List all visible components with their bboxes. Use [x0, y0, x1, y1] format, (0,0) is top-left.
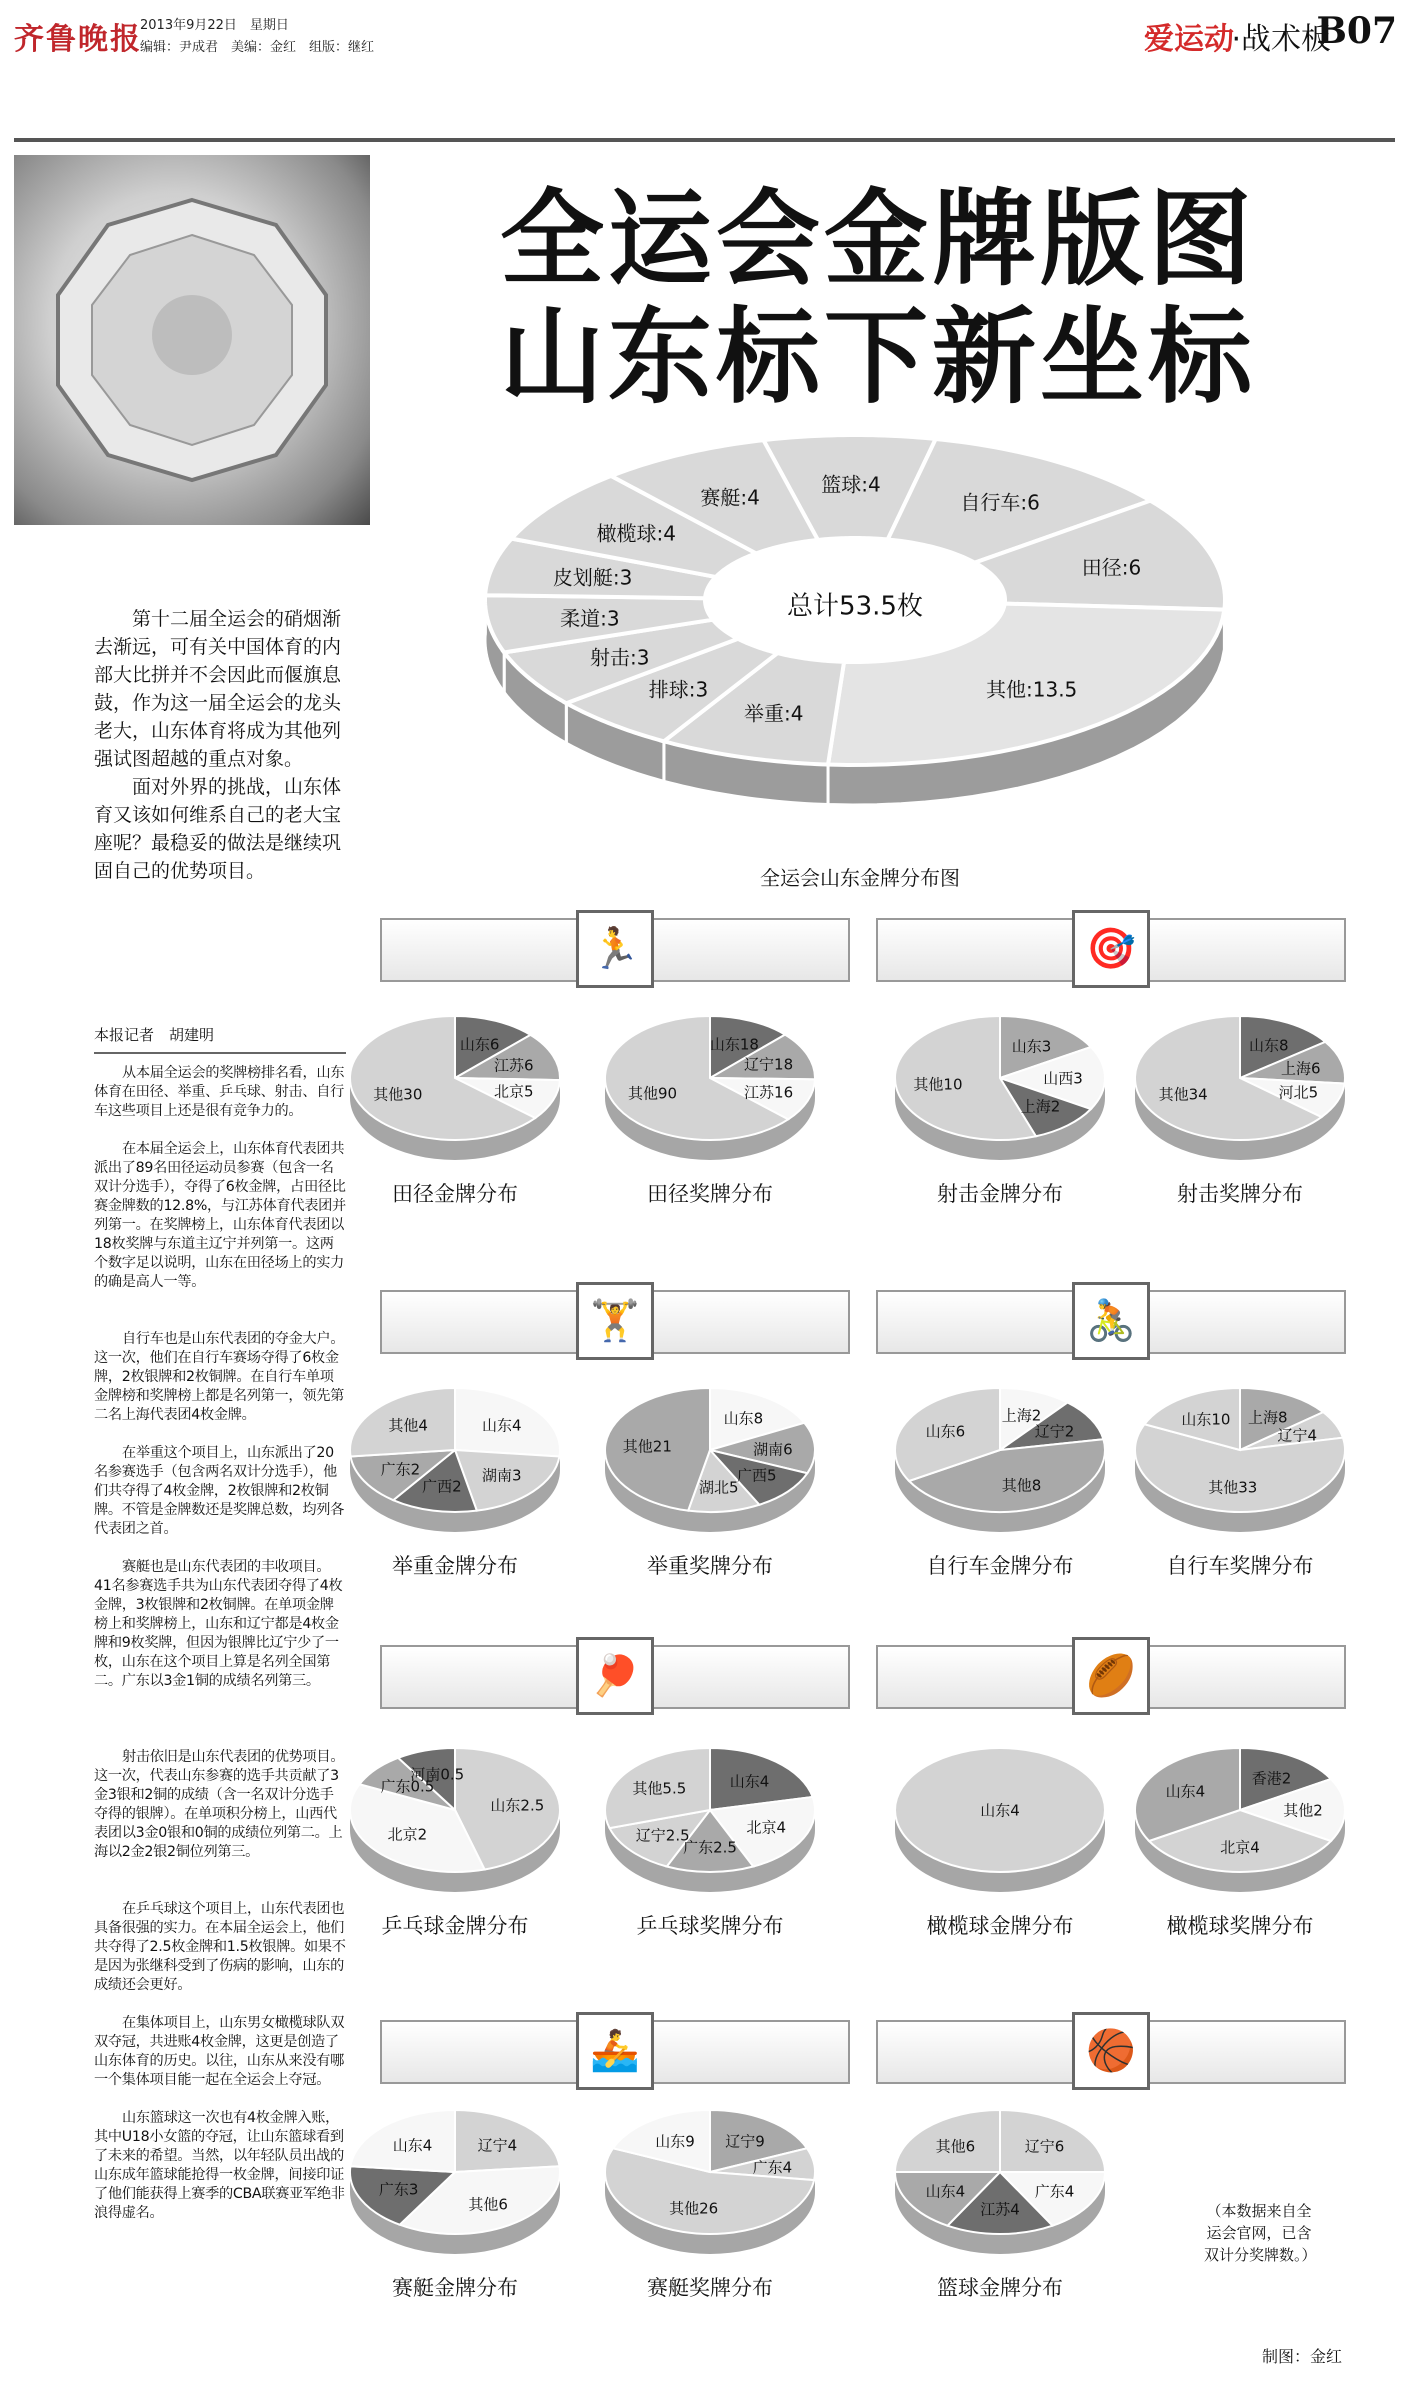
pie-11-label-1: 其他2 [1283, 1801, 1323, 1820]
pie-3-label-0: 山东8 [1248, 1036, 1289, 1055]
donut-slice-label-6: 射击:3 [590, 645, 650, 670]
hurdles-icon-box [576, 910, 654, 988]
pie-8-label-3: 河南0.5 [410, 1765, 465, 1784]
pie-9-label-4: 其他5.5 [632, 1779, 687, 1798]
table-tennis-icon: 🏓 [590, 1653, 640, 1699]
pie-9-label-0: 山东4 [729, 1772, 770, 1791]
pie-3-label-2: 河北5 [1278, 1083, 1319, 1102]
header-date: 2013年9月22日 星期日 [140, 18, 289, 33]
pie-chart-title-2: 射击金牌分布 [937, 1182, 1063, 1206]
pie-chart-6 [880, 1378, 1120, 1548]
pie-14-label-1: 广东4 [1034, 2182, 1075, 2201]
pie-2-label-3: 其他10 [913, 1075, 963, 1094]
body-paragraph-9: 山东篮球这一次也有4枚金牌入账，其中U18小女篮的夺冠，让山东篮球看到了未来的希望。当然，以年轻队员出战的山东成年篮球能抢得一枚金牌，间接印证了他们能获得上赛季的CBA联赛亚军绝非浪得虚名。 [94, 2110, 345, 2221]
pie-chart-1 [590, 1006, 830, 1176]
pie-chart-title-14: 篮球金牌分布 [937, 2276, 1063, 2300]
donut-labels [470, 420, 1240, 860]
pie-0-label-3: 其他30 [373, 1085, 423, 1104]
donut-center-label: 总计53.5枚 [787, 591, 923, 622]
body-paragraph-1: 从本届全运会的奖牌榜排名看，山东体育在田径、举重、乒乓球、射击、自行车这些项目上还是很有竞争力的。 [94, 1065, 345, 1119]
pie-5-label-0: 山东8 [723, 1409, 764, 1428]
byline-rule [94, 1052, 346, 1054]
graphic-credit: 制图：金红 [1262, 2347, 1343, 2366]
pie-4-label-2: 广西2 [422, 1477, 462, 1496]
body-paragraph-8: 在集体项目上，山东男女橄榄球队双双夺冠，共进账4枚金牌，这更是创造了山东体育的历史。以往，山东从来没有哪一个集体项目能一起在全运会上夺冠。 [94, 2015, 345, 2088]
weightlifting-icon-box [576, 1282, 654, 1360]
pie-chart-10 [880, 1738, 1120, 1908]
pie-chart-14 [880, 2100, 1120, 2270]
donut-slice-label-8: 皮划艇:3 [552, 565, 633, 590]
donut-slice-label-10: 赛艇:4 [700, 485, 760, 510]
pie-chart-7 [1120, 1378, 1360, 1548]
pie-12-label-0: 辽宁4 [477, 2136, 518, 2154]
rugby-icon: 🏉 [1086, 1653, 1136, 1699]
rowing-icon-box [576, 2012, 654, 2090]
headline-line-1: 全运会金牌版图 [500, 178, 1257, 300]
body-paragraph-5: 赛艇也是山东代表团的丰收项目。41名参赛选手共为山东代表团夺得了4枚金牌，3枚银牌和2枚铜牌。在单项金牌榜上和奖牌榜上，山东和辽宁都是4枚金牌和9枚奖牌，但因为银牌比辽宁少了一枚，山东在这个项目上算是名列全国第二。广东以3金1铜的成绩名列第三。 [94, 1559, 343, 1689]
table-tennis-icon-box [576, 1637, 654, 1715]
masthead-logo: 齐鲁晚报 [14, 22, 142, 57]
pie-2-label-0: 山东3 [1011, 1037, 1052, 1056]
pie-7-label-1: 辽宁4 [1277, 1426, 1318, 1445]
lead-paragraph-1: 第十二届全运会的硝烟渐去渐远，可有关中国体育的内部大比拼并不会因此而偃旗息鼓，作为这一届全运会的龙头老大，山东体育将成为其他列强试图超越的重点对象。 [94, 608, 342, 770]
header-rule [14, 138, 1395, 142]
pie-8-label-1: 北京2 [387, 1825, 428, 1844]
body-paragraph-3: 自行车也是山东代表团的夺金大户。这一次，他们在自行车赛场夺得了6枚金牌，2枚银牌和2枚铜牌。在自行车单项金牌榜和奖牌榜上都是名列第一，领先第二名上海代表团4枚金牌。 [94, 1331, 345, 1423]
pie-13-label-2: 其他26 [669, 2199, 719, 2218]
pie-8-label-0: 山东2.5 [490, 1796, 545, 1815]
pie-6-label-3: 山东6 [925, 1422, 966, 1441]
pie-12-label-2: 广东3 [378, 2180, 419, 2199]
pie-chart-title-1: 田径奖牌分布 [647, 1182, 773, 1206]
lead-paragraph-2: 面对外界的挑战，山东体育又该如何维系自己的老大宝座呢？最稳妥的做法是继续巩固自己的优势项目。 [94, 776, 342, 882]
hurdles-icon: 🏃 [590, 926, 640, 972]
pie-12-label-1: 其他6 [468, 2195, 508, 2214]
pie-chart-0 [335, 1006, 575, 1176]
pie-chart-11 [1120, 1738, 1360, 1908]
pie-1-label-0: 山东18 [709, 1035, 759, 1054]
basketball-icon-box [1072, 2012, 1150, 2090]
pie-9-label-2: 广东2.5 [683, 1838, 737, 1857]
pie-chart-title-9: 乒乓球奖牌分布 [636, 1914, 784, 1938]
pie-0-label-0: 山东6 [459, 1035, 500, 1054]
pie-chart-title-10: 橄榄球金牌分布 [926, 1914, 1074, 1938]
body-paragraph-7: 在乒乓球这个项目上，山东代表团也具备很强的实力。在本届全运会上，他们共夺得了2.5枚金牌和1.5枚银牌。如果不是因为张继科受到了伤病的影响，山东的成绩还会更好。 [94, 1901, 346, 1993]
pie-4-label-0: 山东4 [482, 1416, 522, 1435]
pie-11-label-3: 山东4 [1165, 1782, 1206, 1801]
pie-0-label-2: 北京5 [494, 1082, 534, 1101]
pie-1-label-2: 江苏16 [744, 1083, 794, 1102]
donut-slice-label-4: 举重:4 [744, 701, 804, 726]
pie-1-label-1: 辽宁18 [744, 1055, 794, 1074]
pie-3-label-3: 其他34 [1158, 1085, 1208, 1104]
donut-slice-label-2: 田径:6 [1081, 555, 1142, 580]
pie-chart-9 [590, 1738, 830, 1908]
rowing-icon: 🚣 [590, 2028, 640, 2074]
pie-chart-title-13: 赛艇奖牌分布 [647, 2276, 773, 2300]
donut-slice-label-5: 排球:3 [648, 677, 709, 702]
cycling-icon-box [1072, 1282, 1150, 1360]
pie-chart-title-5: 举重奖牌分布 [647, 1554, 773, 1578]
pie-9-label-1: 北京4 [746, 1818, 787, 1837]
pie-7-label-0: 上海8 [1248, 1408, 1288, 1427]
pie-6-label-1: 辽宁2 [1034, 1422, 1075, 1441]
donut-slice-label-0: 篮球:4 [821, 472, 881, 496]
section-subtitle: ·战术板 [1231, 22, 1331, 57]
pie-2-label-2: 上海2 [1020, 1097, 1061, 1116]
pie-9-label-3: 辽宁2.5 [635, 1826, 690, 1845]
pie-chart-13 [590, 2100, 830, 2270]
pie-14-label-0: 辽宁6 [1024, 2137, 1065, 2156]
headline-line-2: 山东标下新坐标 [500, 296, 1257, 418]
rugby-icon-box [1072, 1637, 1150, 1715]
pie-chart-title-6: 自行车金牌分布 [926, 1554, 1074, 1578]
medal-drawing [14, 155, 370, 525]
pie-chart-5 [590, 1378, 830, 1548]
donut-slice-label-3: 其他:13.5 [986, 677, 1078, 702]
pie-13-label-0: 辽宁9 [725, 2132, 765, 2151]
pie-12-label-3: 山东4 [392, 2136, 433, 2154]
pie-11-label-2: 北京4 [1220, 1838, 1260, 1857]
pie-7-label-2: 其他33 [1208, 1478, 1258, 1497]
pie-10-label-0: 山东4 [980, 1801, 1020, 1820]
pie-13-label-1: 广东4 [752, 2158, 793, 2177]
pie-chart-12 [335, 2100, 575, 2270]
pie-5-label-3: 湖北5 [698, 1478, 739, 1497]
basketball-icon: 🏀 [1086, 2028, 1136, 2074]
body-paragraph-4: 在举重这个项目上，山东派出了20名参赛选手（包含两名双计分选手），他们共夺得了4枚金牌，2枚银牌和2枚铜牌。不管是金牌数还是奖牌总数，均列各代表团之首。 [94, 1445, 344, 1537]
section-name: 爱运动 [1144, 22, 1234, 57]
medal-photo [14, 155, 370, 525]
donut-slice-label-7: 柔道:3 [560, 606, 620, 631]
donut-slice-label-9: 橄榄球:4 [596, 521, 676, 546]
pie-6-label-2: 其他8 [1001, 1476, 1042, 1495]
pie-6-label-0: 上海2 [1001, 1406, 1042, 1425]
pie-chart-4 [335, 1378, 575, 1548]
pie-1-label-3: 其他90 [627, 1084, 678, 1103]
headline [500, 180, 1256, 416]
pie-chart-3 [1120, 1006, 1360, 1176]
pie-3-label-1: 上海6 [1280, 1059, 1321, 1078]
pie-chart-title-8: 乒乓球金牌分布 [381, 1914, 529, 1938]
pie-13-label-3: 山东9 [655, 2132, 695, 2151]
data-source-note: （本数据来自全运会官网，已含双计分奖牌数。） [1204, 2202, 1317, 2264]
pie-chart-title-4: 举重金牌分布 [392, 1554, 518, 1578]
pie-14-label-3: 山东4 [925, 2182, 966, 2201]
donut-slice-label-1: 自行车:6 [960, 490, 1040, 515]
cycling-icon: 🚴 [1086, 1298, 1136, 1344]
pie-11-label-0: 香港2 [1251, 1769, 1292, 1788]
pie-chart-title-11: 橄榄球奖牌分布 [1166, 1914, 1314, 1938]
weightlifting-icon: 🏋 [590, 1298, 640, 1344]
pie-7-label-3: 山东10 [1181, 1410, 1231, 1429]
pie-4-label-3: 广东2 [380, 1460, 421, 1479]
body-paragraph-6: 射击依旧是山东代表团的优势项目。这一次，代表山东参赛的选手共贡献了3金3银和2铜的成绩（含一名双计分选手夺得的银牌）。在单项积分榜上，山西代表团以3金0银和0铜的成绩位列第二。上海以2金2银2铜位列第三。 [94, 1749, 345, 1860]
byline: 本报记者 胡建明 [94, 1026, 215, 1044]
pie-14-label-4: 其他6 [935, 2137, 976, 2156]
pie-8-label-2: 广东0.5 [380, 1777, 435, 1796]
pie-chart-title-12: 赛艇金牌分布 [392, 2276, 518, 2300]
donut-chart-title: 全运会山东金牌分布图 [760, 866, 960, 890]
pie-2-label-1: 山西3 [1043, 1069, 1083, 1088]
shooting-icon-box [1072, 910, 1150, 988]
pie-5-label-4: 其他21 [622, 1437, 672, 1456]
pie-14-label-2: 江苏4 [980, 2200, 1020, 2219]
pie-4-label-1: 湖南3 [482, 1466, 522, 1485]
pie-5-label-2: 广西5 [737, 1466, 777, 1485]
pie-chart-title-3: 射击奖牌分布 [1177, 1182, 1303, 1206]
page-number: B07 [1316, 10, 1397, 52]
pie-4-label-4: 其他4 [388, 1416, 428, 1435]
pie-0-label-1: 江苏6 [494, 1056, 534, 1075]
pie-chart-title-0: 田径金牌分布 [392, 1182, 518, 1206]
shooting-icon: 🎯 [1086, 926, 1136, 972]
pie-5-label-1: 湖南6 [753, 1440, 793, 1459]
header-staff: 编辑：尹成君 美编：金红 组版：继红 [140, 40, 375, 55]
body-paragraph-2: 在本届全运会上，山东体育代表团共派出了89名田径运动员参赛（包含一名双计分选手），夺得了6枚金牌，占田径比赛金牌数的12.8%，与江苏体育代表团并列第一。在奖牌榜上，山东体育代表团以18枚奖牌与东道主辽宁并列第一。这两个数字足以说明，山东在田径场上的实力的确是高人一等。 [94, 1141, 346, 1290]
pie-chart-title-7: 自行车奖牌分布 [1166, 1554, 1314, 1578]
